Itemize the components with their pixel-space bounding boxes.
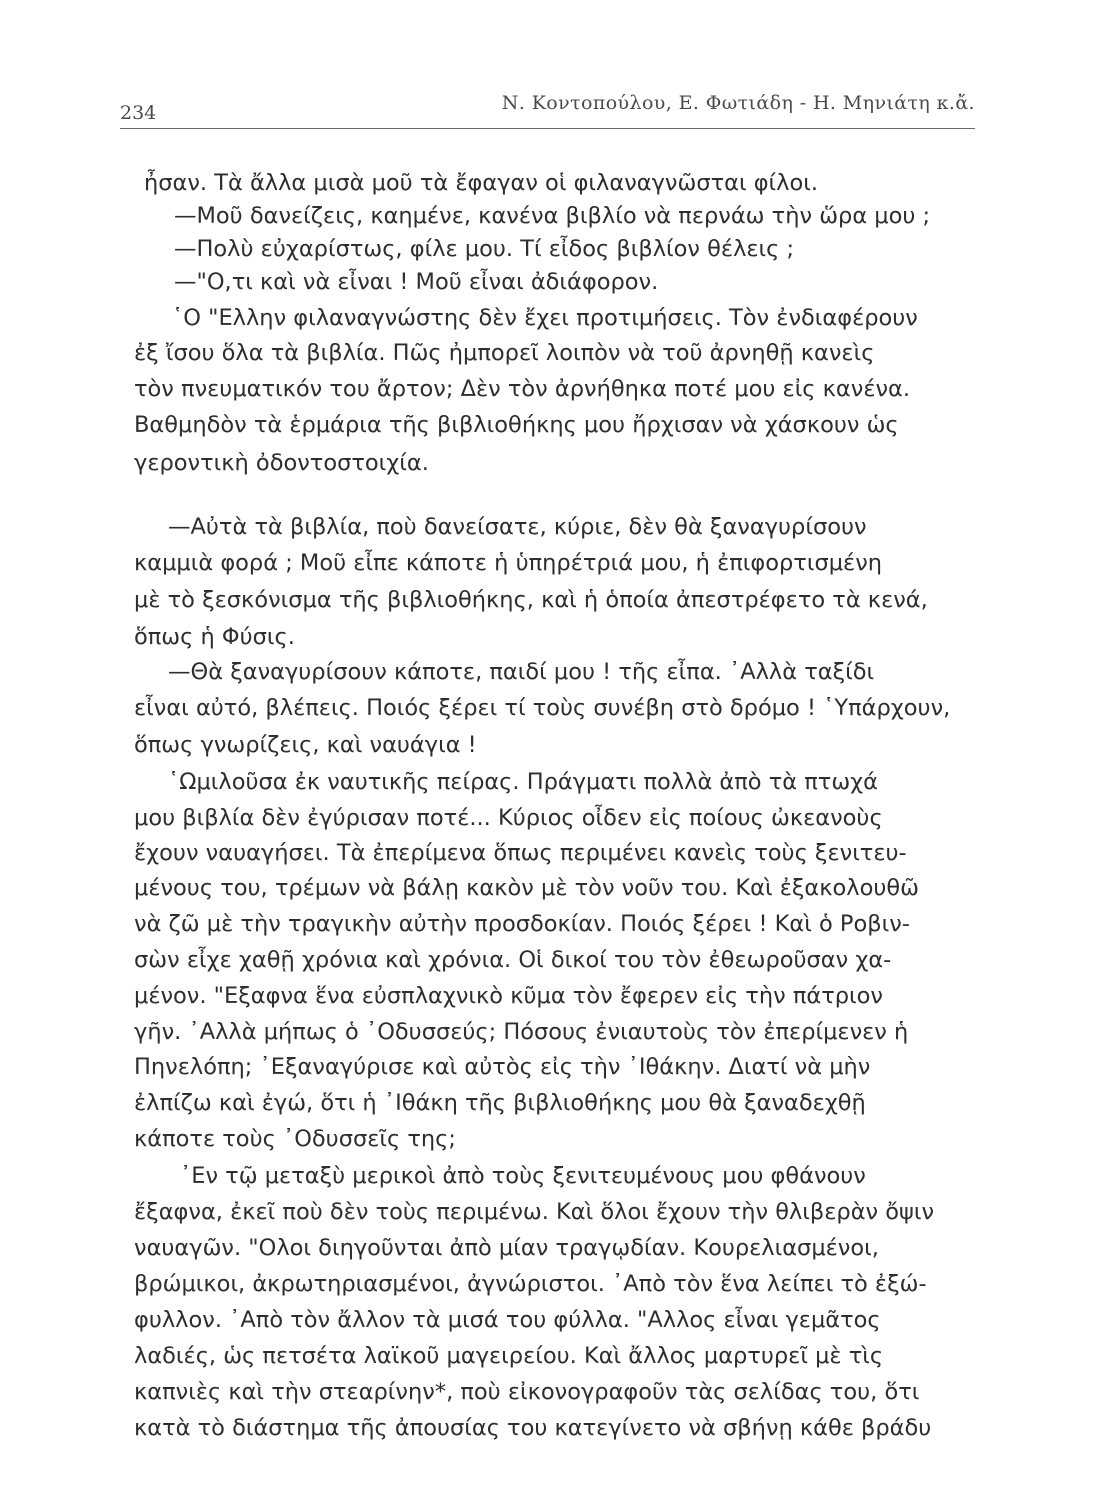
text-line: τὸν πνευματικόν του ἄρτον; Δὲν τὸν ἀρνήθηκα ποτέ μου εἰς κανένα. [134, 376, 911, 402]
text-line: μένον. "Εξαφνα ἕνα εὐσπλαχνικὸ κῦμα τὸν ἔφερεν εἰς τὴν πάτριον [134, 983, 883, 1009]
text-line: ἐλπίζω καὶ ἐγώ, ὅτι ἡ ᾿Ιθάκη τῆς βιβλιοθήκης μου θὰ ξαναδεχθῇ [134, 1090, 866, 1116]
text-line: σὼν εἶχε χαθῇ χρόνια καὶ χρόνια. Οἱ δικοί του τὸν ἐθεωροῦσαν χα- [134, 947, 892, 973]
text-line: —Μοῦ δανείζεις, καημένε, κανένα βιβλίο νὰ περνάω τὴν ὥρα μου ; [174, 203, 931, 229]
text-line: ἔξαφνα, ἐκεῖ ποὺ δὲν τοὺς περιμένω. Καὶ ὅλοι ἔχουν τὴν θλιβερὰν ὄψιν [134, 1199, 935, 1225]
text-line: μου βιβλία δὲν ἐγύρισαν ποτέ... Κύριος οἶδεν εἰς ποίους ὠκεανοὺς [134, 805, 883, 831]
text-line: εἶναι αὐτό, βλέπεις. Ποιός ξέρει τί τοὺς συνέβη στὸ δρόμο ! ῾Υπάρχουν, [134, 695, 951, 721]
text-line: μὲ τὸ ξεσκόνισμα τῆς βιβλιοθήκης, καὶ ἡ ὁποία ἀπεστρέφετο τὰ κενά, [134, 587, 928, 613]
text-line: γῆν. ᾿Αλλὰ μήπως ὁ ᾿Οδυσσεύς; Πόσους ἐνιαυτοὺς τὸν ἐπερίμενεν ἡ [134, 1019, 909, 1045]
text-line: ῾Ωμιλοῦσα ἐκ ναυτικῆς πείρας. Πράγματι πολλὰ ἀπὸ τὰ πτωχά [168, 769, 879, 795]
text-line: καπνιὲς καὶ τὴν στεαρίνην*, ποὺ εἰκονογραφοῦν τὰς σελίδας του, ὅτι [134, 1379, 920, 1405]
text-line: ᾿Εν τῷ μεταξὺ μερικοὶ ἀπὸ τοὺς ξενιτευμένους μου φθάνουν [180, 1163, 866, 1189]
text-line: ὅπως ἡ Φύσις. [134, 624, 295, 650]
text-line: ὅπως γνωρίζεις, καὶ ναυάγια ! [134, 732, 477, 758]
text-line: φυλλον. ᾿Απὸ τὸν ἄλλον τὰ μισά του φύλλα. "Αλλος εἶναι γεμᾶτος [134, 1307, 881, 1333]
text-line: ῾Ο "Ελλην φιλαναγνώστης δὲν ἔχει προτιμήσεις. Τὸν ἐνδιαφέρουν [172, 305, 918, 331]
text-line: κατὰ τὸ διάστημα τῆς ἀπουσίας του κατεγίνετο νὰ σβήνῃ κάθε βράδυ [134, 1415, 932, 1441]
running-head: Ν. Κοντοπούλου, Ε. Φωτιάδη - Η. Μηνιάτη κ.ἄ. [501, 92, 975, 114]
page-number: 234 [120, 102, 157, 124]
text-line: ἔχουν ναυαγήσει. Τὰ ἐπερίμενα ὅπως περιμένει κανεὶς τοὺς ξενιτευ- [134, 840, 907, 866]
text-line: γεροντικὴ ὀδοντοστοιχία. [134, 450, 429, 476]
text-line: βρώμικοι, ἀκρωτηριασμένοι, ἀγνώριστοι. ᾿Απὸ τὸν ἕνα λείπει τὸ ἐξώ- [134, 1271, 927, 1297]
text-line: —Θὰ ξαναγυρίσουν κάποτε, παιδί μου ! τῆς εἶπα. ᾿Αλλὰ ταξίδι [168, 659, 875, 685]
page-header [120, 82, 975, 124]
text-line: ἐξ ἴσου ὅλα τὰ βιβλία. Πῶς ἠμπορεῖ λοιπὸν νὰ τοῦ ἀρνηθῇ κανεὶς [134, 340, 875, 366]
text-line: ναυαγῶν. "Ολοι διηγοῦνται ἀπὸ μίαν τραγῳδίαν. Κουρελιασμένοι, [134, 1235, 879, 1261]
text-line: ἦσαν. Τὰ ἄλλα μισὰ μοῦ τὰ ἔφαγαν οἱ φιλαναγνῶσται φίλοι. [144, 170, 819, 196]
header-rule [120, 128, 975, 129]
text-line: Βαθμηδὸν τὰ ἑρμάρια τῆς βιβλιοθήκης μου ἤρχισαν νὰ χάσκουν ὡς [134, 412, 899, 438]
text-line: λαδιές, ὡς πετσέτα λαϊκοῦ μαγειρείου. Καὶ ἄλλος μαρτυρεῖ μὲ τὶς [134, 1343, 884, 1369]
text-line: —Αὐτὰ τὰ βιβλία, ποὺ δανείσατε, κύριε, δὲν θὰ ξαναγυρίσουν [168, 514, 867, 540]
text-line: μένους του, τρέμων νὰ βάλῃ κακὸν μὲ τὸν νοῦν του. Καὶ ἐξακολουθῶ [134, 875, 919, 901]
text-line: κάποτε τοὺς ᾿Οδυσσεῖς της; [134, 1126, 456, 1152]
text-line: Πηνελόπη; ᾿Εξαναγύρισε καὶ αὐτὸς εἰς τὴν ᾿Ιθάκην. Διατί νὰ μὴν [134, 1054, 871, 1080]
text-line: νὰ ζῶ μὲ τὴν τραγικὴν αὐτὴν προσδοκίαν. Ποιός ξέρει ! Καὶ ὁ Ροβιν- [134, 911, 910, 937]
text-line: καμμιὰ φορά ; Μοῦ εἶπε κάποτε ἡ ὑπηρέτριά μου, ἡ ἐπιφορτισμένη [134, 550, 883, 576]
text-line: —Πολὺ εὐχαρίστως, φίλε μου. Τί εἶδος βιβλίον θέλεις ; [174, 236, 795, 262]
text-line: —"Ο,τι καὶ νὰ εἶναι ! Μοῦ εἶναι ἀδιάφορον. [174, 269, 659, 295]
